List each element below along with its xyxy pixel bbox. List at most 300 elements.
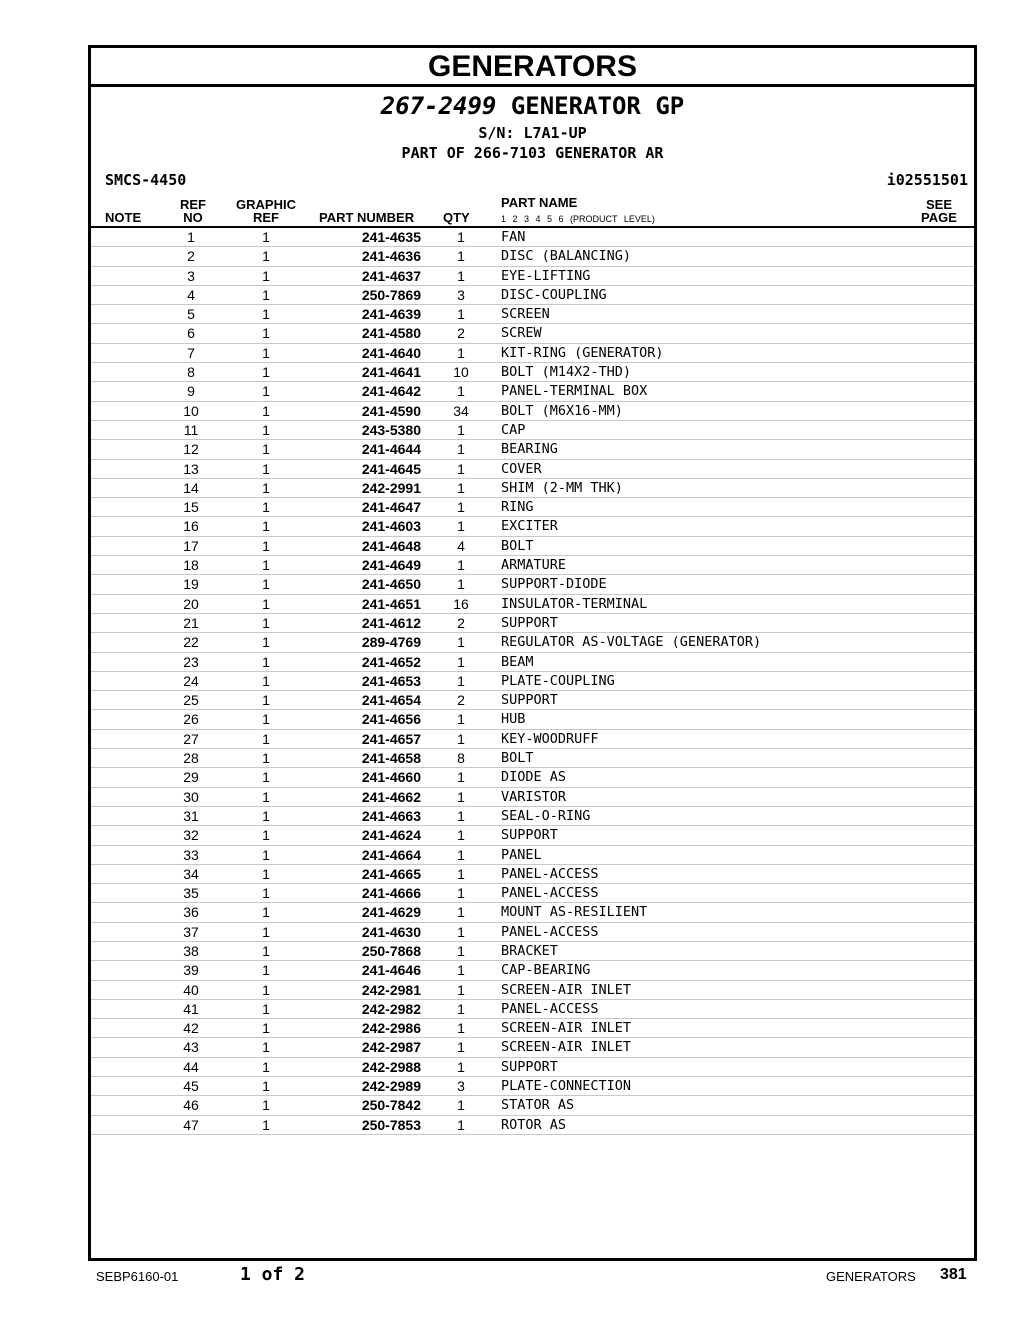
qty-cell: 34 [453, 402, 469, 419]
qty-cell: 1 [457, 557, 465, 574]
part-number-cell: 242-2982 [361, 1000, 421, 1017]
qty-cell: 1 [457, 788, 465, 805]
graphic-ref-cell: 1 [262, 1058, 270, 1075]
product-level-scale: 1 2 3 4 5 6 (PRODUCT LEVEL) [501, 214, 655, 224]
qty-cell: 1 [457, 807, 465, 824]
part-name-cell: BOLT (M14X2-THD) [501, 364, 632, 381]
table-row [91, 1077, 974, 1096]
part-name-cell: SUPPORT [501, 614, 558, 631]
table-row [91, 1096, 974, 1115]
part-name-cell: SEAL-O-RING [501, 807, 591, 824]
part-name-cell: SUPPORT [501, 1058, 558, 1075]
graphic-ref-cell: 1 [262, 1097, 270, 1114]
qty-cell: 1 [457, 229, 465, 245]
qty-cell: 1 [457, 248, 465, 265]
graphic-ref-cell: 1 [262, 885, 270, 902]
part-of-line: PART OF 266-7103 GENERATOR AR [401, 144, 664, 162]
part-number-cell: 242-2988 [361, 1058, 421, 1075]
graphic-ref-cell: 1 [262, 711, 270, 728]
group-name: GENERATOR GP [510, 92, 685, 120]
part-number-cell: 241-4640 [361, 344, 421, 361]
ref-no-cell: 41 [183, 1000, 199, 1017]
group-title [91, 92, 974, 120]
graphic-ref-cell: 1 [262, 981, 270, 998]
part-number-cell: 241-4641 [361, 364, 421, 381]
part-number-cell: 241-4647 [361, 499, 421, 516]
ref-no-cell: 30 [183, 788, 199, 805]
col-header-graphic-bottom: REF [253, 210, 279, 225]
qty-cell: 1 [457, 441, 465, 458]
ref-no-cell: 33 [183, 846, 199, 863]
qty-cell: 1 [457, 576, 465, 593]
table-row [91, 363, 974, 382]
qty-cell: 1 [457, 1000, 465, 1017]
graphic-ref-cell: 1 [262, 537, 270, 554]
part-name-cell: BOLT (M6X16-MM) [501, 402, 623, 419]
ref-no-cell: 35 [183, 885, 199, 902]
qty-cell: 2 [457, 692, 465, 709]
table-row [91, 923, 974, 942]
footer-page-number: 381 [940, 1266, 967, 1283]
part-name-cell: INSULATOR-TERMINAL [501, 595, 648, 612]
qty-cell: 1 [457, 1097, 465, 1114]
table-row [91, 305, 974, 324]
part-name-cell: PLATE-COUPLING [501, 672, 615, 689]
qty-cell: 1 [457, 962, 465, 979]
table-row [91, 846, 974, 865]
qty-cell: 1 [457, 942, 465, 959]
ref-no-cell: 4 [187, 286, 195, 303]
graphic-ref-cell: 1 [262, 499, 270, 516]
table-row [91, 807, 974, 826]
table-row [91, 710, 974, 729]
part-name-cell: SCREEN-AIR INLET [501, 981, 632, 998]
part-number-cell: 250-7842 [361, 1097, 421, 1114]
part-name-cell: PANEL-ACCESS [501, 885, 599, 902]
part-number-cell: 241-4635 [361, 229, 421, 245]
part-number-cell: 241-4649 [361, 557, 421, 574]
part-number-cell: 250-7869 [361, 286, 421, 303]
graphic-ref-cell: 1 [262, 325, 270, 342]
part-name-cell: PANEL-ACCESS [501, 1000, 599, 1017]
graphic-ref-cell: 1 [262, 827, 270, 844]
graphic-ref-cell: 1 [262, 1039, 270, 1056]
ref-no-cell: 42 [183, 1020, 199, 1037]
table-row [91, 267, 974, 286]
part-number-cell: 250-7868 [361, 942, 421, 959]
ref-no-cell: 12 [183, 441, 199, 458]
smcs-code: SMCS-4450 [105, 171, 187, 189]
qty-cell: 1 [457, 518, 465, 535]
ref-no-cell: 36 [183, 904, 199, 921]
table-row [91, 749, 974, 768]
table-row [91, 286, 974, 305]
qty-cell: 3 [457, 1078, 465, 1095]
part-number-cell: 241-4590 [361, 402, 421, 419]
qty-cell: 1 [457, 672, 465, 689]
table-row [91, 1019, 974, 1038]
part-number-cell: 241-4658 [361, 750, 421, 767]
part-number-cell: 241-4639 [361, 306, 421, 323]
table-row [91, 402, 974, 421]
ref-no-cell: 34 [183, 865, 199, 882]
part-name-cell: PANEL-ACCESS [501, 923, 599, 940]
graphic-ref-cell: 1 [262, 788, 270, 805]
ref-no-cell: 46 [183, 1097, 199, 1114]
col-header-see-top: SEE [925, 197, 952, 212]
table-row [91, 595, 974, 614]
graphic-ref-cell: 1 [262, 1078, 270, 1095]
table-row [91, 633, 974, 652]
graphic-ref-cell: 1 [262, 672, 270, 689]
part-number-cell: 241-4630 [361, 923, 421, 940]
part-name-cell: BEAM [501, 653, 534, 670]
part-name-cell: MOUNT AS-RESILIENT [501, 904, 648, 921]
part-number-cell: 241-4629 [361, 904, 421, 921]
qty-cell: 1 [457, 846, 465, 863]
qty-cell: 1 [457, 730, 465, 747]
part-number-cell: 250-7853 [361, 1116, 421, 1133]
part-number-cell: 241-4660 [361, 769, 421, 786]
footer-section: GENERATORS [826, 1269, 916, 1284]
part-name-cell: DISC-COUPLING [501, 286, 607, 303]
table-row [91, 672, 974, 691]
part-number-cell: 241-4652 [361, 653, 421, 670]
graphic-ref-cell: 1 [262, 865, 270, 882]
qty-cell: 2 [457, 325, 465, 342]
ref-no-cell: 17 [183, 537, 199, 554]
qty-cell: 2 [457, 614, 465, 631]
graphic-ref-cell: 1 [262, 1116, 270, 1133]
table-row [91, 826, 974, 845]
ref-no-cell: 32 [183, 827, 199, 844]
col-header-qty: QTY [443, 210, 470, 225]
col-header-ref-top: REF [180, 197, 206, 212]
part-number-cell: 241-4637 [361, 267, 421, 284]
part-number-cell: 241-4642 [361, 383, 421, 400]
part-number-cell: 241-4603 [361, 518, 421, 535]
part-number-cell: 241-4664 [361, 846, 421, 863]
qty-cell: 1 [457, 634, 465, 651]
ref-no-cell: 23 [183, 653, 199, 670]
parts-table [91, 228, 974, 1135]
part-number-cell: 241-4624 [361, 827, 421, 844]
table-row [91, 228, 974, 247]
serial-range: S/N: L7A1-UP [478, 124, 587, 142]
qty-cell: 1 [457, 421, 465, 438]
qty-cell: 1 [457, 1116, 465, 1133]
part-name-cell: VARISTOR [501, 788, 567, 805]
qty-cell: 1 [457, 981, 465, 998]
graphic-ref-cell: 1 [262, 634, 270, 651]
table-row [91, 537, 974, 556]
graphic-ref-cell: 1 [262, 441, 270, 458]
qty-cell: 1 [457, 344, 465, 361]
ref-no-cell: 31 [183, 807, 199, 824]
section-banner: GENERATORS [91, 48, 974, 87]
graphic-ref-cell: 1 [262, 267, 270, 284]
qty-cell: 1 [457, 383, 465, 400]
footer-page-of: 1 of 2 [240, 1264, 306, 1285]
ref-no-cell: 44 [183, 1058, 199, 1075]
table-row [91, 421, 974, 440]
table-row [91, 1058, 974, 1077]
table-row [91, 903, 974, 922]
part-name-cell: SHIM (2-MM THK) [501, 479, 623, 496]
table-row [91, 961, 974, 980]
part-name-cell: SCREEN-AIR INLET [501, 1020, 632, 1037]
graphic-ref-cell: 1 [262, 653, 270, 670]
ref-no-cell: 29 [183, 769, 199, 786]
ref-no-cell: 21 [183, 614, 199, 631]
qty-cell: 10 [453, 364, 469, 381]
part-name-cell: SCREEN [501, 306, 550, 323]
table-row [91, 614, 974, 633]
qty-cell: 1 [457, 1020, 465, 1037]
part-number-cell: 241-4645 [361, 460, 421, 477]
col-header-part-number: PART NUMBER [319, 210, 415, 225]
qty-cell: 1 [457, 827, 465, 844]
graphic-ref-cell: 1 [262, 962, 270, 979]
part-number-cell: 242-2986 [361, 1020, 421, 1037]
part-name-cell: CAP-BEARING [501, 962, 591, 979]
table-row [91, 1000, 974, 1019]
ref-no-cell: 25 [183, 692, 199, 709]
ref-no-cell: 24 [183, 672, 199, 689]
graphic-ref-cell: 1 [262, 750, 270, 767]
part-number-cell: 242-2991 [361, 479, 421, 496]
graphic-ref-cell: 1 [262, 614, 270, 631]
qty-cell: 1 [457, 306, 465, 323]
ref-no-cell: 9 [187, 383, 195, 400]
ref-no-cell: 2 [187, 248, 195, 265]
graphic-ref-cell: 1 [262, 518, 270, 535]
ref-no-cell: 43 [183, 1039, 199, 1056]
part-name-cell: BRACKET [501, 942, 558, 959]
qty-cell: 1 [457, 1039, 465, 1056]
ref-no-cell: 3 [187, 267, 195, 284]
graphic-ref-cell: 1 [262, 306, 270, 323]
graphic-ref-cell: 1 [262, 942, 270, 959]
ref-no-cell: 14 [183, 479, 199, 496]
parts-page-frame [88, 45, 977, 1261]
col-header-see-bottom: PAGE [921, 210, 957, 225]
ref-no-cell: 27 [183, 730, 199, 747]
table-row [91, 942, 974, 961]
part-number-cell: 241-4580 [361, 325, 421, 342]
part-number-cell: 241-4644 [361, 441, 421, 458]
part-name-cell: PANEL [501, 846, 542, 863]
part-number-cell: 241-4648 [361, 537, 421, 554]
table-row [91, 440, 974, 459]
ref-no-cell: 13 [183, 460, 199, 477]
table-row [91, 344, 974, 363]
part-name-cell: ROTOR AS [501, 1116, 567, 1133]
qty-cell: 8 [457, 750, 465, 767]
qty-cell: 1 [457, 865, 465, 882]
table-row [91, 247, 974, 266]
part-name-cell: KIT-RING (GENERATOR) [501, 344, 664, 361]
table-row [91, 788, 974, 807]
qty-cell: 1 [457, 479, 465, 496]
table-row [91, 981, 974, 1000]
ref-no-cell: 16 [183, 518, 199, 535]
graphic-ref-cell: 1 [262, 576, 270, 593]
part-number-cell: 241-4646 [361, 962, 421, 979]
qty-cell: 1 [457, 653, 465, 670]
graphic-ref-cell: 1 [262, 1020, 270, 1037]
part-name-cell: HUB [501, 711, 526, 728]
graphic-ref-cell: 1 [262, 383, 270, 400]
table-row [91, 479, 974, 498]
qty-cell: 1 [457, 923, 465, 940]
part-name-cell: SUPPORT [501, 692, 558, 709]
graphic-ref-cell: 1 [262, 364, 270, 381]
part-number-cell: 241-4612 [361, 614, 421, 631]
part-number-cell: 241-4653 [361, 672, 421, 689]
part-number-cell: 241-4666 [361, 885, 421, 902]
part-number-cell: 241-4657 [361, 730, 421, 747]
part-number-cell: 241-4662 [361, 788, 421, 805]
qty-cell: 3 [457, 286, 465, 303]
graphic-ref-cell: 1 [262, 730, 270, 747]
table-row [91, 556, 974, 575]
part-name-cell: COVER [501, 460, 542, 477]
ref-no-cell: 38 [183, 942, 199, 959]
part-name-cell: BOLT [501, 537, 534, 554]
graphic-ref-cell: 1 [262, 229, 270, 245]
graphic-ref-cell: 1 [262, 923, 270, 940]
graphic-ref-cell: 1 [262, 286, 270, 303]
footer-document-id: SEBP6160-01 [96, 1269, 179, 1284]
table-row [91, 498, 974, 517]
graphic-ref-cell: 1 [262, 1000, 270, 1017]
table-row [91, 324, 974, 343]
table-row [91, 575, 974, 594]
graphic-ref-cell: 1 [262, 846, 270, 863]
qty-cell: 16 [453, 595, 469, 612]
ref-no-cell: 39 [183, 962, 199, 979]
ref-no-cell: 20 [183, 595, 199, 612]
qty-cell: 1 [457, 460, 465, 477]
ref-no-cell: 28 [183, 750, 199, 767]
qty-cell: 1 [457, 711, 465, 728]
table-row [91, 1038, 974, 1057]
table-row [91, 460, 974, 479]
ref-no-cell: 19 [183, 576, 199, 593]
ref-no-cell: 18 [183, 557, 199, 574]
ref-no-cell: 1 [187, 229, 195, 245]
graphic-ref-cell: 1 [262, 769, 270, 786]
part-name-cell: RING [501, 499, 534, 516]
part-number-cell: 241-4636 [361, 248, 421, 265]
part-name-cell: FAN [501, 229, 526, 245]
part-name-cell: STATOR AS [501, 1097, 575, 1114]
col-header-part-name: PART NAME [501, 195, 578, 210]
qty-cell: 1 [457, 499, 465, 516]
part-name-cell: SCREW [501, 325, 542, 342]
col-header-ref-bottom: NO [183, 210, 203, 225]
ref-no-cell: 10 [183, 402, 199, 419]
table-row [91, 653, 974, 672]
part-number-cell: 241-4663 [361, 807, 421, 824]
graphic-ref-cell: 1 [262, 421, 270, 438]
ref-no-cell: 26 [183, 711, 199, 728]
part-name-cell: SUPPORT-DIODE [501, 576, 607, 593]
ref-no-cell: 22 [183, 634, 199, 651]
part-name-cell: EXCITER [501, 518, 558, 535]
graphic-ref-cell: 1 [262, 248, 270, 265]
group-number: 267-2499 [380, 92, 497, 120]
graphic-ref-cell: 1 [262, 557, 270, 574]
part-number-cell: 243-5380 [361, 421, 421, 438]
ref-no-cell: 37 [183, 923, 199, 940]
document-identifier: i02551501 [886, 171, 968, 189]
part-name-cell: PLATE-CONNECTION [501, 1078, 632, 1095]
part-name-cell: DISC (BALANCING) [501, 248, 632, 265]
graphic-ref-cell: 1 [262, 595, 270, 612]
graphic-ref-cell: 1 [262, 692, 270, 709]
part-name-cell: REGULATOR AS-VOLTAGE (GENERATOR) [501, 634, 762, 651]
qty-cell: 4 [457, 537, 465, 554]
graphic-ref-cell: 1 [262, 402, 270, 419]
part-number-cell: 241-4654 [361, 692, 421, 709]
part-number-cell: 242-2981 [361, 981, 421, 998]
table-row [91, 382, 974, 401]
part-number-cell: 242-2987 [361, 1039, 421, 1056]
part-number-cell: 241-4665 [361, 865, 421, 882]
table-row [91, 1116, 974, 1135]
table-row [91, 517, 974, 536]
graphic-ref-cell: 1 [262, 344, 270, 361]
part-number-cell: 241-4651 [361, 595, 421, 612]
graphic-ref-cell: 1 [262, 904, 270, 921]
table-row [91, 730, 974, 749]
qty-cell: 1 [457, 904, 465, 921]
table-row [91, 768, 974, 787]
ref-no-cell: 47 [183, 1116, 199, 1133]
ref-no-cell: 8 [187, 364, 195, 381]
graphic-ref-cell: 1 [262, 479, 270, 496]
table-row [91, 884, 974, 903]
qty-cell: 1 [457, 885, 465, 902]
part-name-cell: PANEL-TERMINAL BOX [501, 383, 648, 400]
ref-no-cell: 7 [187, 344, 195, 361]
part-name-cell: ARMATURE [501, 557, 567, 574]
part-number-cell: 241-4650 [361, 576, 421, 593]
table-row [91, 691, 974, 710]
part-number-cell: 242-2989 [361, 1078, 421, 1095]
ref-no-cell: 15 [183, 499, 199, 516]
table-row [91, 865, 974, 884]
part-number-cell: 241-4656 [361, 711, 421, 728]
ref-no-cell: 11 [183, 421, 199, 438]
ref-no-cell: 5 [187, 306, 195, 323]
qty-cell: 1 [457, 769, 465, 786]
part-name-cell: BOLT [501, 750, 534, 767]
qty-cell: 1 [457, 1058, 465, 1075]
part-name-cell: DIODE AS [501, 769, 567, 786]
ref-no-cell: 40 [183, 981, 199, 998]
part-name-cell: CAP [501, 421, 526, 438]
col-header-graphic-top: GRAPHIC [236, 197, 296, 212]
graphic-ref-cell: 1 [262, 460, 270, 477]
col-header-note: NOTE [105, 210, 142, 225]
part-name-cell: BEARING [501, 441, 558, 458]
part-name-cell: EYE-LIFTING [501, 267, 591, 284]
part-name-cell: SCREEN-AIR INLET [501, 1039, 632, 1056]
qty-cell: 1 [457, 267, 465, 284]
